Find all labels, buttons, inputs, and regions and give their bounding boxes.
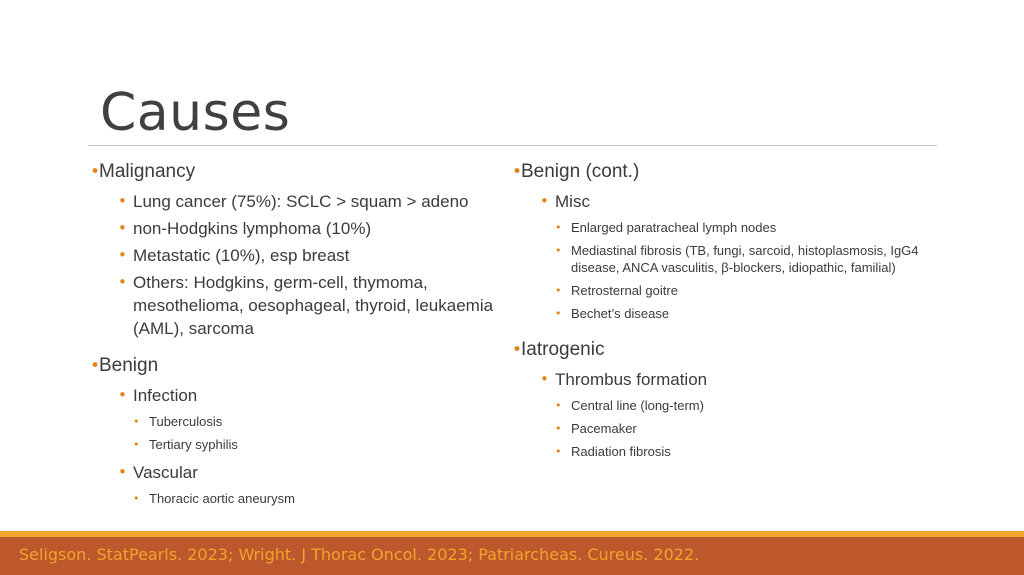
list-item [521, 242, 942, 276]
list-item-text: Metastatic (10%), esp breast [133, 246, 350, 265]
list-item-text: Others: Hodgkins, germ-cell, thymoma, mesothelioma, oesophageal, thyroid, leukaemia (AML), sarcoma [133, 273, 494, 338]
list-item [99, 190, 510, 213]
bullet-dot-icon: • [118, 273, 127, 291]
bullet-label: Benign (cont.) [521, 161, 640, 182]
bullet-dot-icon: • [555, 307, 562, 320]
bullet-dot-icon: • [90, 162, 101, 182]
title-divider [88, 145, 937, 146]
right-column [512, 156, 942, 460]
left-column [90, 156, 510, 507]
bullet-label: Malignancy [99, 161, 196, 182]
list-item-text: Pacemaker [571, 421, 637, 436]
list-item-thrombus [521, 368, 942, 391]
list-item [521, 397, 942, 414]
list-item [99, 490, 510, 507]
list-item-text: Vascular [133, 463, 198, 482]
bullet-malignancy [90, 158, 510, 340]
list-item [521, 219, 942, 236]
list-item [99, 436, 510, 453]
list-item-text: Bechet’s disease [571, 306, 670, 321]
bullet-dot-icon: • [555, 244, 562, 257]
bullet-dot-icon: • [118, 386, 127, 404]
list-item-text: Misc [555, 192, 590, 211]
list-item-text: Lung cancer (75%): SCLC > squam > adeno [133, 192, 469, 211]
list-item-text: Thrombus formation [555, 370, 708, 389]
bullet-dot-icon: • [512, 340, 523, 360]
bullet-dot-icon: • [118, 246, 127, 264]
list-item-text: Mediastinal fibrosis (TB, fungi, sarcoid, histoplasmosis, IgG4 disease, ANCA vasculitis, β-blockers, idiopathic, familial) [571, 243, 919, 275]
list-item [99, 244, 510, 267]
bullet-dot-icon: • [555, 284, 562, 297]
bullet-dot-icon: • [133, 438, 140, 451]
list-item [521, 305, 942, 322]
bullet-dot-icon: • [133, 415, 140, 428]
bullet-dot-icon: • [118, 192, 127, 210]
list-item-misc [521, 190, 942, 213]
bullet-dot-icon: • [555, 221, 562, 234]
list-item-text: Central line (long-term) [571, 398, 704, 413]
list-item-text: Tuberculosis [149, 414, 223, 429]
list-item [521, 420, 942, 437]
bullet-label: Iatrogenic [521, 339, 605, 360]
list-item-text: Retrosternal goitre [571, 283, 678, 298]
bullet-dot-icon: • [555, 445, 562, 458]
bullet-dot-icon: • [118, 463, 127, 481]
slide-title: Causes [100, 83, 291, 143]
list-item-text: Enlarged paratracheal lymph nodes [571, 220, 777, 235]
bullet-dot-icon: • [555, 399, 562, 412]
list-item [99, 413, 510, 430]
list-item-vascular [99, 461, 510, 484]
list-item-text: Infection [133, 386, 198, 405]
list-item [521, 443, 942, 460]
list-item-text: Tertiary syphilis [149, 437, 238, 452]
bullet-dot-icon: • [133, 492, 140, 505]
list-item-infection [99, 384, 510, 407]
list-item-text: Radiation fibrosis [571, 444, 671, 459]
list-item [521, 282, 942, 299]
list-item-text: Thoracic aortic aneurysm [149, 491, 295, 506]
bullet-dot-icon: • [540, 370, 549, 388]
bullet-dot-icon: • [118, 219, 127, 237]
list-item [99, 217, 510, 240]
bullet-dot-icon: • [90, 356, 101, 376]
bullet-dot-icon: • [555, 422, 562, 435]
list-item [99, 271, 510, 340]
list-item-text: non-Hodgkins lymphoma (10%) [133, 219, 372, 238]
bullet-iatrogenic [512, 336, 942, 460]
bullet-benign [90, 352, 510, 507]
footer-citation: Seligson. StatPearls. 2023; Wright. J Thorac Oncol. 2023; Patriarcheas. Cureus. 2022. [19, 545, 700, 564]
bullet-dot-icon: • [512, 162, 523, 182]
bullet-dot-icon: • [540, 192, 549, 210]
bullet-benign-cont [512, 158, 942, 322]
bullet-label: Benign [99, 355, 159, 376]
